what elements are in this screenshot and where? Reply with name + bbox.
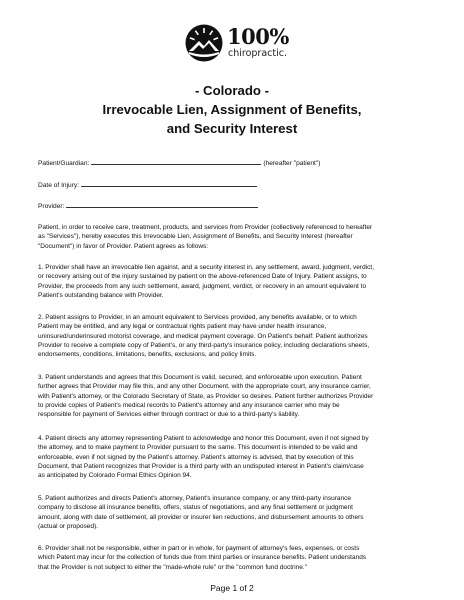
paragraph-line: Patient's outstanding balance with Provider. <box>38 292 164 300</box>
paragraph-line: 2. Patient assigns to Provider, in an amount equivalent to Services provided, any benefits available, or to which <box>38 314 357 321</box>
patient-guardian-label: Patient/Guardian: <box>38 160 90 167</box>
paragraph-line: Patient may be entitled, and any legal or contractual rights patient may have under health insurance, <box>38 323 327 331</box>
paragraph-line: 4. Patient directs any attorney representing Patient to acknowledge and honor this Document, even if not signed by <box>38 435 369 442</box>
paragraph-line: 6. Provider shall not be responsible, either in part or in whole, for payment of attorney's fees, expenses, or costs <box>38 545 360 552</box>
paragraph-4 <box>38 434 432 481</box>
paragraph-line: further agrees that Provider may file this, and any other Document, with the appropriate court, any insurance carrier, <box>38 383 371 391</box>
logo-wordmark <box>227 26 289 59</box>
paragraph-line: (actual or proposed). <box>38 523 98 531</box>
paragraph-line: 3. Patient understands and agrees that this Document is valid, secured, and enforceable upon execution. Patient <box>38 374 362 381</box>
paragraph-line: or recovery arising out of the injury sustained by patient on the above-referenced Date of Injury. Patient assigns, to <box>38 273 367 281</box>
logo-sub-text: chiropractic. <box>228 48 287 59</box>
date-of-injury-label: Date of Injury: <box>38 182 80 189</box>
paragraph-line: endorsements, conditions, limitations, benefits, exclusions, and policy limits. <box>38 351 257 359</box>
paragraph-line: 5. Patient authorizes and directs Patient's attorney, Patient's insurance company, or any third-party insurance <box>38 495 351 502</box>
paragraph-5 <box>38 494 432 531</box>
paragraph-line: "Document") in favor of Provider. Patient agrees as follows: <box>38 242 209 250</box>
paragraph-line: Document, that Patient recognizes that Provider is a third party with an undisputed interest in Patient's claim/case <box>38 463 364 471</box>
paragraph-2 <box>38 313 432 360</box>
logo-main-text: 100% <box>227 24 289 49</box>
paragraph-line: amount, along with date of settlement, all provider or insurer lien reductions, and disbursement amounts to others <box>38 513 364 521</box>
paragraph-6 <box>38 544 432 572</box>
provider-line[interactable] <box>66 201 258 208</box>
paragraph-line: Provider, the proceeds from any such settlement, award, judgment, verdict, or recovery in an amount equivalent to <box>38 282 367 290</box>
date-of-injury-line[interactable] <box>81 180 257 187</box>
paragraph-line: that the Provider is not subject to either the "made-whole rule" or the "common fund doctrine." <box>38 563 308 571</box>
paragraph-line: 1. Provider shall have an irrevocable lien against, and a security interest in, any settlement, award, judgment, verdict, <box>38 264 375 271</box>
title-line-2: and Security Interest <box>166 121 298 136</box>
title-line-1: Irrevocable Lien, Assignment of Benefits, <box>102 102 362 117</box>
date-of-injury-field <box>38 180 257 190</box>
paragraph-intro <box>38 223 432 251</box>
provider-label: Provider: <box>38 203 65 210</box>
paragraph-line: as "Services"), hereby executes this Irrevocable Lien, Assignment of Benefits, and Security Interest (hereafter <box>38 233 353 241</box>
paragraph-line: Patient, in order to receive care, treatment, products, and services from Provider (collectively referenced to hereafter <box>38 224 373 231</box>
paragraph-3 <box>38 373 432 420</box>
paragraph-line: enforceable, even if not signed by the Patient's attorney. Patient's attorney is advised, that by execution of this <box>38 453 354 461</box>
paragraph-1 <box>38 263 432 300</box>
patient-suffix: (hereafter "patient") <box>263 160 321 167</box>
paragraph-line: the attorney, and to make payment to Provider pursuant to the same. This document is intended to be valid and <box>38 444 358 452</box>
document-title <box>0 81 464 138</box>
paragraph-line: with Patient's attorney, or the Colorado Secretary of State, as Provider so desires. Patient further authorizes Provider <box>38 392 374 400</box>
paragraph-line: company to disclose all insurance benefits, offers, status of negotiations, and any final settlement or judgment <box>38 504 353 512</box>
paragraph-line: uninsured/underinsured motorist coverage, and medical payment coverage. On Patient's behalf: Patient authorizes <box>38 332 368 340</box>
paragraph-line: to provide copies of Patient's medical records to Patient's attorney and any insurance carrier who may be <box>38 402 340 410</box>
company-logo <box>185 24 295 64</box>
patient-guardian-field <box>38 158 320 168</box>
title-state: - Colorado - <box>195 83 269 98</box>
paragraph-line: which Patent may incur for the collection of funds due from third parties or insurance benefits. Patient understands <box>38 554 367 562</box>
paragraph-line: responsible for payment of Services either through contract or due to a third-party's liability. <box>38 411 300 419</box>
paragraph-line: as anticipated by Colorado Formal Ethics Opinion 94. <box>38 472 192 480</box>
patient-guardian-line[interactable] <box>91 158 261 165</box>
provider-field <box>38 201 258 211</box>
page-number: Page 1 of 2 <box>210 583 254 593</box>
mountain-sun-logo-icon <box>185 24 223 62</box>
paragraph-line: Provider to receive a complete copy of Patient's, or any third-party's insurance policy, including declarations sheets, <box>38 342 370 350</box>
